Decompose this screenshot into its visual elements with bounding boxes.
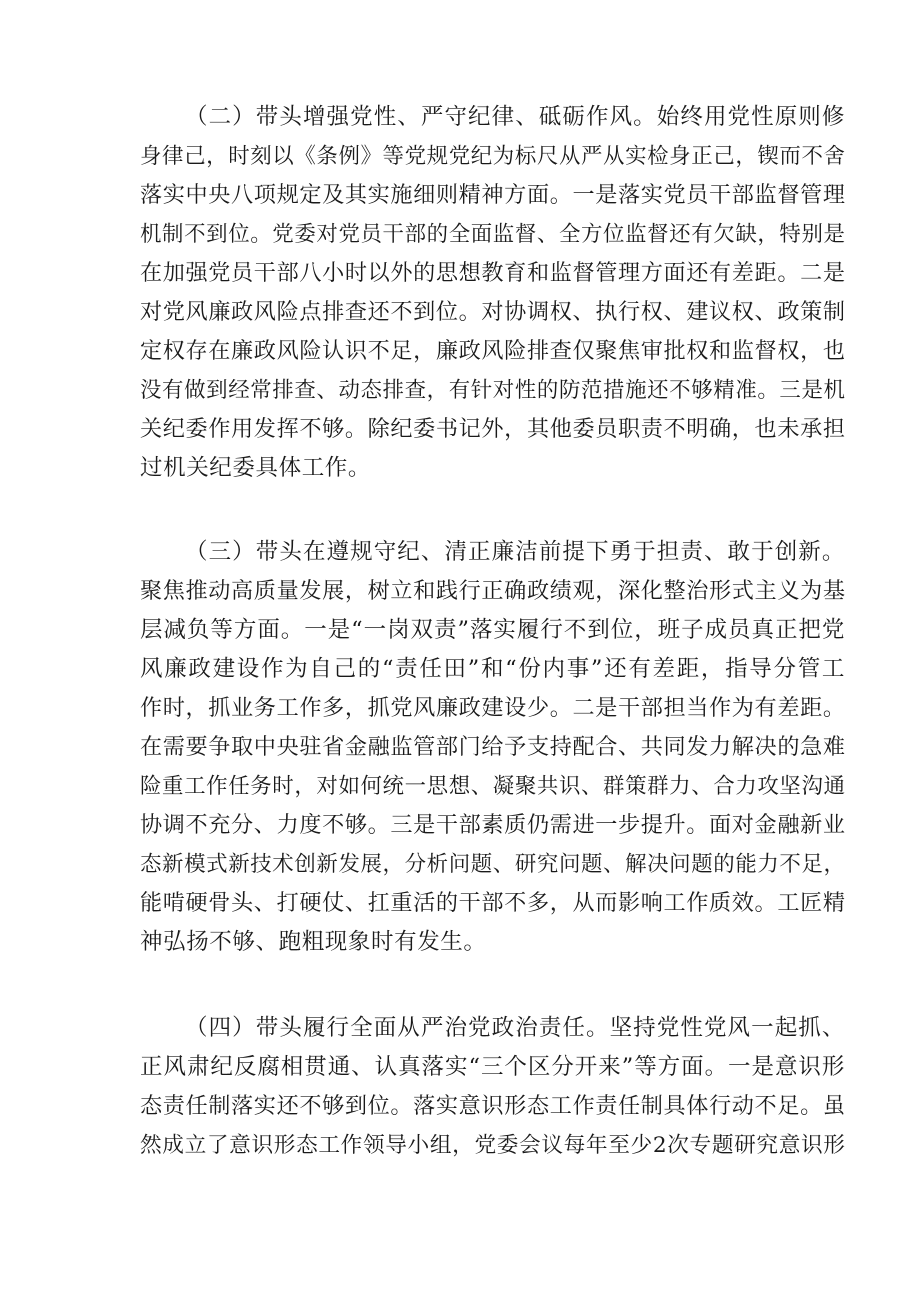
text-line: 机制不到位。党委对党员干部的全面监督、全方位监督还有欠缺，特别是	[140, 222, 845, 247]
paragraph-3	[140, 533, 845, 962]
document-body	[140, 98, 845, 1165]
text-line: （二）带头增强党性、严守纪律、砥砺作风。始终用党性原则修	[185, 104, 845, 130]
paragraph-4	[140, 1009, 845, 1165]
text-line: 没有做到经常排查、动态排查，有针对性的防范措施还不够精准。三是机	[140, 378, 845, 403]
text-line: 险重工作任务时，对如何统一思想、凝聚共识、群策群力、合力攻坚沟通	[140, 774, 845, 799]
text-line: 风廉政建设作为自己的“责任田”和“份内事”还有差距，指导分管工	[140, 656, 845, 682]
text-line: 协调不充分、力度不够。三是干部素质仍需进一步提升。面对金融新业	[140, 812, 845, 838]
text-line: 关纪委作用发挥不够。除纪委书记外，其他委员职责不明确，也未承担	[140, 416, 845, 442]
text-line: 定权存在廉政风险认识不足，廉政风险排查仅聚焦审批权和监督权，也	[140, 338, 845, 364]
text-line: 正风肃纪反腐相贯通、认真落实“三个区分开来”等方面。一是意识形	[140, 1054, 845, 1080]
text-line: 态责任制落实还不够到位。落实意识形态工作责任制具体行动不足。虽	[140, 1093, 845, 1119]
text-line: 在需要争取中央驻省金融监管部门给予支持配合、共同发力解决的急难	[140, 734, 845, 760]
text-line: 身律己，时刻以《条例》等党规党纪为标尺从严从实检身正己，锲而不舍	[140, 144, 845, 169]
text-line: 对党风廉政风险点排查还不到位。对协调权、执行权、建议权、政策制	[140, 299, 845, 325]
text-line: 然成立了意识形态工作领导小组，党委会议每年至少2次专题研究意识形	[140, 1133, 845, 1158]
text-line: 神弘扬不够、跑粗现象时有发生。	[140, 929, 487, 955]
text-line: 层减负等方面。一是“一岗双责”落实履行不到位，班子成员真正把党	[140, 617, 845, 643]
text-line: 能啃硬骨头、打硬仗、扛重活的干部不多，从而影响工作质效。工匠精	[140, 890, 845, 916]
paragraph-2	[140, 98, 845, 488]
text-line: （四）带头履行全面从严治党政治责任。坚持党性党风一起抓、	[185, 1015, 845, 1041]
text-line: （三）带头在遵规守纪、清正廉洁前提下勇于担责、敢于创新。	[185, 539, 845, 565]
text-line: 作时，抓业务工作多，抓党风廉政建设少。二是干部担当作为有差距。	[140, 695, 845, 721]
text-line: 过机关纪委具体工作。	[140, 455, 372, 481]
text-line: 在加强党员干部八小时以外的思想教育和监督管理方面还有差距。二是	[140, 260, 845, 286]
text-line: 态新模式新技术创新发展，分析问题、研究问题、解决问题的能力不足，	[140, 852, 845, 877]
text-line: 落实中央八项规定及其实施细则精神方面。一是落实党员干部监督管理	[140, 182, 845, 208]
text-line: 聚焦推动高质量发展，树立和践行正确政绩观，深化整治形式主义为基	[140, 578, 845, 604]
